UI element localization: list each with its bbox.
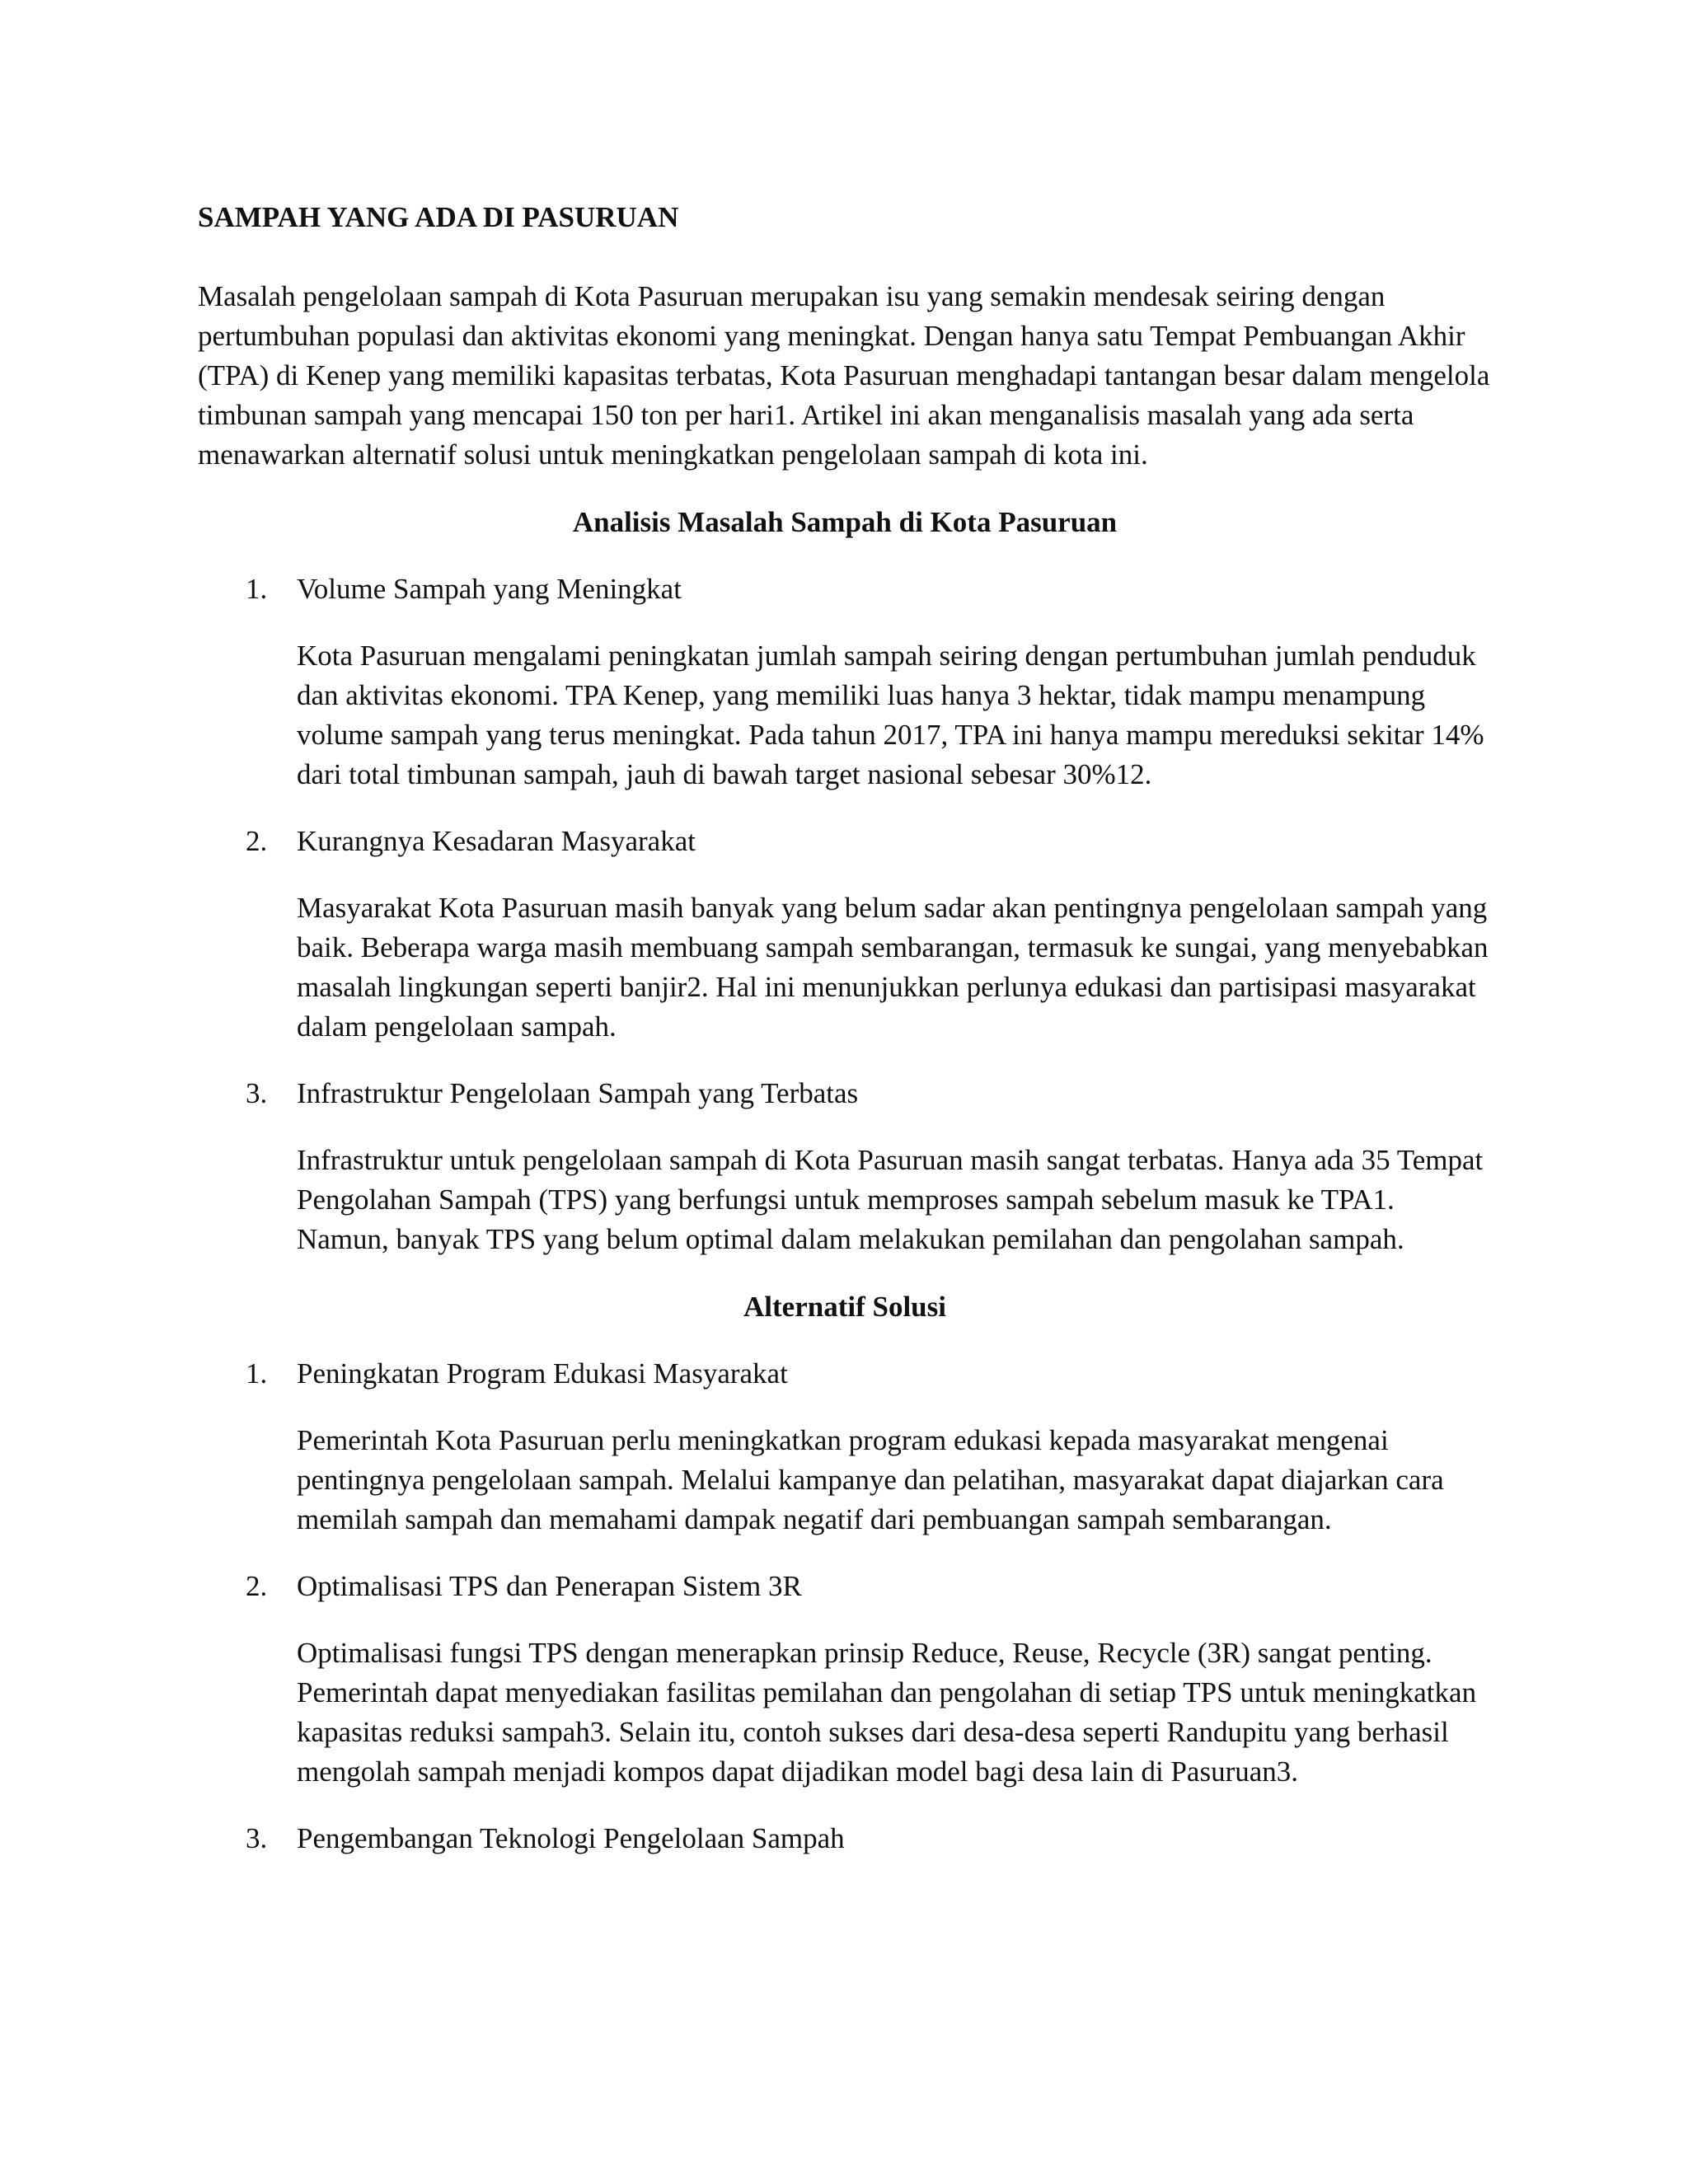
section-heading: Analisis Masalah Sampah di Kota Pasuruan [572, 506, 1118, 538]
list-item-body: Optimalisasi fungsi TPS dengan menerapkan prinsip Reduce, Reuse, Recycle (3R) sangat penting. Pemerintah dapat menyediakan fasilitas pemilahan dan pengolahan di setiap TPS untuk meningkatkan kapasitas reduksi sampah3. Selain itu, contoh sukses dari desa-desa seperti Randupitu yang berhasil mengolah sampah menjadi kompos dapat dijadikan model bagi desa lain di Pasuruan3. [297, 1637, 1477, 1788]
numbered-list [198, 1354, 1492, 1858]
list-item-title: Kurangnya Kesadaran Masyarakat [297, 825, 696, 857]
list-item [198, 1819, 1492, 1858]
list-item-number: 1. [246, 573, 268, 605]
section-analisis [198, 503, 1492, 1259]
document-content [198, 198, 1492, 1858]
list-item-body: Kota Pasuruan mengalami peningkatan jumlah sampah seiring dengan pertumbuhan jumlah penduduk dan aktivitas ekonomi. TPA Kenep, yang memiliki luas hanya 3 hektar, tidak mampu menampung volume sampah yang terus meningkat. Pada tahun 2017, TPA ini hanya mampu mereduksi sekitar 14% dari total timbunan sampah, jauh di bawah target nasional sebesar 30%12. [297, 640, 1484, 790]
list-item [198, 1074, 1492, 1259]
list-item [198, 569, 1492, 794]
list-item-title-row [198, 1567, 1492, 1606]
list-item-title-row [198, 822, 1492, 861]
list-item-title: Pengembangan Teknologi Pengelolaan Sampah [297, 1822, 845, 1854]
intro-paragraph: Masalah pengelolaan sampah di Kota Pasuruan merupakan isu yang semakin mendesak seiring dengan pertumbuhan populasi dan aktivitas ekonomi yang meningkat. Dengan hanya satu Tempat Pembuangan Akhir (TPA) di Kenep yang memiliki kapasitas terbatas, Kota Pasuruan menghadapi tantangan besar dalam mengelola timbunan sampah yang mencapai 150 ton per hari1. Artikel ini akan menganalisis masalah yang ada serta menawarkan alternatif solusi untuk meningkatkan pengelolaan sampah di kota ini. [198, 280, 1490, 471]
numbered-list [198, 569, 1492, 1259]
list-item-title: Peningkatan Program Edukasi Masyarakat [297, 1357, 788, 1390]
list-item-body: Pemerintah Kota Pasuruan perlu meningkatkan program edukasi kepada masyarakat mengenai pentingnya pengelolaan sampah. Melalui kampanye dan pelatihan, masyarakat dapat diajarkan cara memilah sampah dan memahami dampak negatif dari pembuangan sampah sembarangan. [297, 1424, 1444, 1535]
document-title: SAMPAH YANG ADA DI PASURUAN [198, 201, 679, 233]
list-item-title-row [198, 1354, 1492, 1394]
list-item-title-row [198, 1074, 1492, 1113]
list-item-title-row [198, 569, 1492, 609]
list-item-body: Masyarakat Kota Pasuruan masih banyak yang belum sadar akan pentingnya pengelolaan sampah yang baik. Beberapa warga masih membuang sampah sembarangan, termasuk ke sungai, yang menyebabkan masalah lingkungan seperti banjir2. Hal ini menunjukkan perlunya edukasi dan partisipasi masyarakat dalam pengelolaan sampah. [297, 892, 1489, 1043]
list-item-number: 3. [246, 1077, 268, 1109]
list-item-number: 2. [246, 1570, 268, 1602]
list-item-number: 3. [246, 1822, 268, 1854]
list-item [198, 1354, 1492, 1540]
list-item-title: Optimalisasi TPS dan Penerapan Sistem 3R [297, 1570, 802, 1602]
list-item-title: Volume Sampah yang Meningkat [297, 573, 682, 605]
section-heading: Alternatif Solusi [743, 1291, 946, 1323]
section-alternatif-solusi [198, 1287, 1492, 1858]
list-item [198, 1567, 1492, 1792]
list-item-number: 2. [246, 825, 268, 857]
list-item-body: Infrastruktur untuk pengelolaan sampah di Kota Pasuruan masih sangat terbatas. Hanya ada 35 Tempat Pengolahan Sampah (TPS) yang berfungsi untuk memproses sampah sebelum masuk ke TPA1. Namun, banyak TPS yang belum optimal dalam melakukan pemilahan dan pengolahan sampah. [297, 1144, 1484, 1255]
list-item-title-row [198, 1819, 1492, 1858]
list-item-number: 1. [246, 1357, 268, 1390]
list-item [198, 822, 1492, 1047]
list-item-title: Infrastruktur Pengelolaan Sampah yang Terbatas [297, 1077, 859, 1109]
